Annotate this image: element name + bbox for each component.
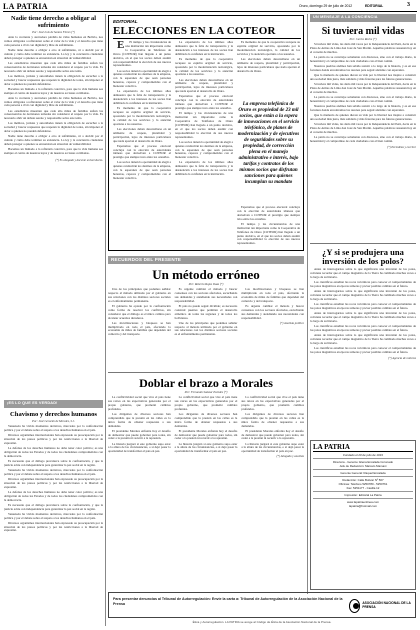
paragraph: Diversos organismos internacionales han expresado su preocupación por la situación de los presos políticos y por las restricciones a la libertad de expresión. [4, 433, 103, 445]
paragraph: Diversos organismos internacionales han expresado su preocupación por la situación de los presos políticos y por las restricciones a la libertad de expresión. [4, 476, 103, 489]
editorial-col-3-bottom [237, 206, 300, 249]
staff-brand: LA PATRIA [313, 443, 413, 452]
paragraph: La historia juzgará si este gobierno supo estar a la altura de las circunstancias, o si dejó pasar la oportunidad de transformar el país en paz. [241, 441, 304, 454]
header-rule [3, 11, 417, 12]
paragraph: Los dirigentes de diversos sectores han comprendido que la presión en las calles es la única forma de obtener respuestas a sus demandas. [174, 411, 238, 428]
paragraph: Uno de los principales que podemos señalar respecto al método utilizado por el gobierno en sus relaciones con los distintos sectores sociales es el enfrentamiento permanente. [108, 287, 171, 303]
article-author: Por: Roberto Rojas Daza (*) [188, 282, 224, 286]
paragraph: El presidente Morales enfrenta hoy el desafío de demostrar que puede gobernar para todos, sin ceder a la presión ni recurrir a la represión. [241, 428, 304, 441]
paragraph: Nuestros pueblos andinos han sabido resistir a lo largo de la historia, y es en esa fortaleza donde encontramos las razones para seguir adelante con esperanza. [310, 103, 416, 112]
paragraph: Hacemos un llamado a la reflexión colectiva, para que la vida humana sea siempre el centro de nuestras leyes y de nuestras acciones cotidianas. [4, 86, 103, 95]
paragraph: La patria no se construye solamente con discursos, sino con el trabajo diario, la honestidad y el compromiso de cada ciudadano con el bien común. [310, 134, 416, 143]
paragraph: Esperamos que el proceso electoral concluya con la elección de autoridades idóneas que devuelvan a COTEOR el prestigio que siempre tuvo entre los orureños. [175, 94, 233, 111]
staff-line: Impresión: Editorial La Patria [344, 493, 382, 497]
paragraph: Si tuviera mil vidas, las daría mil veces por la Independencia del Perú, decía en la Plaza de Armas de Lima don José de San Martín. Aquellas palabras resuenan hoy en el corazón de muchos. [310, 121, 416, 134]
paragraph: La experiencia de los últimos años demuestra que la falta de transparencia y la desatención a los intereses de los socios han debilitado la confianza en la institución. [175, 41, 233, 56]
paragraph: Antes de interrogarnos sobre lo que significaría una inversión de los polos, conviene recordar que el campo magnético de la Tierra ha cambiado muchas veces a lo largo de su historia. [310, 310, 416, 323]
editorial-col-2 [175, 41, 233, 249]
paragraph: Las elecciones deben desarrollarse en un ambiente de respeto, pluralidad y participación, lejos de intereses particulares que nada aportan al desarrollo de Oruro. [175, 77, 233, 94]
paragraph: La experiencia de los últimos años demuestra que la falta de transparencia y la desatención a los intereses de los socios han debilitado la confianza en la institución. [175, 160, 233, 177]
paragraph: Las movilizaciones y bloqueos se han multiplicado en todo el país, afectando la economía de miles de familias que dependen del comercio y del transporte. [241, 287, 304, 303]
page-number: 3 [407, 2, 410, 8]
paragraph: Los socios tienen la oportunidad de elegir a quienes conducirán los destinos de la empresa, con la esperanza de que sean personas honestas, capaces y comprometidas con el bienestar colectivo. [113, 160, 171, 181]
paragraph: Los dirigentes de diversos sectores han comprendido que la presión en las calles es la única forma de obtener respuestas a sus demandas. [241, 411, 304, 428]
article-author: Por: José Luis de Santos Flores (*) [32, 30, 75, 34]
section-label: RECUERDOS DEL PRESENTE [108, 256, 304, 264]
paragraph: La defensa de los derechos humanos no debe tener color político; es una obligación de todos los Estados y de todos los ciudadanos comprometidos con la democracia. [4, 489, 103, 502]
paragraph: Es necesario que el diálogo prevalezca sobre la confrontación, y que la justicia actúe con independencia para garantizar la paz social en la región. [4, 502, 103, 511]
paragraph: Los médicos, juristas y autoridades tienen la obligación de escuchar a la sociedad y buscar respuestas que respeten la dignidad de todos, sin imponer el dolor a quienes no pueden defenderse. [4, 121, 103, 134]
section-name: EDITORIAL [365, 4, 384, 8]
article-body [310, 268, 416, 354]
editorial-col-3-top [237, 41, 300, 99]
staff-separator [313, 469, 413, 470]
paragraph: Los científicos estudian las rocas volcánicas para conocer el comportamiento de los polos magnéticos en épocas remotas y prever posibles cambios en el futuro. [310, 279, 416, 288]
paragraph: Nadie tiene derecho a obligar a otro al sufrimiento, ni a decidir por él cuándo y cómo debe terminar su existencia. La ley y la conciencia ciudadana deben proteger a quienes se encuentran en situación de vulnerabilidad. [4, 134, 103, 147]
paragraph: Es urgente cambiar el método y buscar consensos con los sectores afectados, escuchando sus demandas y atendiendo sus necesidades con responsabilidad. [241, 303, 304, 320]
paragraph: Antes de interrogarnos sobre lo que significaría una inversión de los polos, conviene recordar que el campo magnético de la Tierra ha cambiado muchas veces a lo largo de su historia. [310, 332, 416, 345]
staff-website[interactable]: www.lapatriaenlinea.com [347, 500, 379, 504]
staff-list [313, 453, 413, 508]
section-label: ¡ES LO QUE ES VERDAD! [4, 400, 103, 408]
paragraph: Los socios tienen la oportunidad de elegir a quienes conducirán los destinos de la empresa, con la esperanza de que sean personas honestas, capaces y comprometidas con el bienestar colectivo. [113, 68, 171, 89]
staff-line: Fax: 5251177 - Casilla 12 [346, 486, 380, 490]
middle-article-2 [108, 375, 304, 583]
paragraph: El tiempo y las circunstancias de una institución tan importante como la Cooperativa de Teléfonos de Oruro (COTEOR) han llegado a un punto decisivo, en el que los socios deben asumir con responsabilidad la elección de sus nuevos representantes. [175, 111, 233, 139]
article-body [108, 396, 304, 582]
staff-line: Redacción: Calle Bolívar Nº 567 [342, 478, 384, 482]
article-body [310, 43, 416, 144]
article-footnote: (*) Es abogado y docente universitario. [55, 158, 103, 163]
brand-logo: LA PATRIA [3, 2, 48, 11]
staff-line: Oficinas: Teléfono 5250780 - 5250761 [338, 482, 388, 486]
article-title: Nadie tiene derecho a obligar al sufrimiento [11, 15, 96, 29]
paragraph: Los socios tienen la oportunidad de elegir a quienes conducirán los destinos de la empresa, con la esperanza de que sean personas honestas, capaces y comprometidas con el bienestar colectivo. [175, 139, 233, 160]
paragraph: Uno de los principales que podemos señalar respecto al método utilizado por el gobierno en sus relaciones con los distintos sectores sociales es el enfrentamiento permanente. [174, 320, 238, 337]
paragraph: Venezuela ha vivido momentos decisivos, marcados por la confrontación política y por el debate sobre el respeto a los derechos humanos en el país. [4, 511, 103, 520]
paragraph: Esperamos que el proceso electoral concluya con la elección de autoridades idóneas que devuelvan a COTEOR el prestigio que siempre tuvo entre los orureños. [113, 143, 171, 160]
paragraph: El país no puede seguir dividido; es necesario construir puentes que permitan el desarrollo armónico de todas las regiones y de todos los bolivianos. [174, 303, 238, 320]
staff-box [310, 440, 416, 590]
paragraph-text: El tiempo y las circunstancias de una institución tan importante como la Cooperativa de Teléfonos de Oruro (COTEOR) han llegado a un punto decisivo, en el que los socios deben asumir con responsabilidad la elección de sus nuevos representantes. [113, 41, 171, 68]
drop-cap: E [117, 41, 125, 51]
paragraph: Que la memoria de quienes dieron su vida por la libertad nos inspire a construir una sociedad más justa, más solidaria y más fraterna para las futuras generaciones. [310, 112, 416, 121]
right-article-1 [310, 24, 416, 240]
paragraph: Nuestros pueblos andinos han sabido resistir a lo largo de la historia, y es en esa fortaleza donde encontramos las razones para seguir adelante con esperanza. [310, 63, 416, 72]
ethics-text: Para presentar denuncias al Tribunal de Autorregulación: Envíe la carta a: Tribunal de Autorregulación de la Asociación Nacional de la Prensa [113, 597, 343, 606]
paragraph: La defensa de los derechos humanos no debe tener color político; es una obligación de todos los Estados y de todos los ciudadanos comprometidos con la democracia. [4, 445, 103, 458]
paragraph: Es urgente cambiar el método y buscar consensos con los sectores afectados, escuchando sus demandas y atendiendo sus necesidades con responsabilidad. [174, 287, 238, 303]
prensa-logo-icon [349, 599, 360, 613]
paragraph: La historia juzgará si este gobierno supo estar a la altura de las circunstancias, o si dejó pasar la oportunidad de transformar el país en paz. [108, 441, 171, 454]
prensa-logo-text: ASOCIACIÓN NACIONAL DE LA PRENSA [362, 600, 411, 609]
article-author: Por: José Gerardo de Morales, S.J. [32, 419, 75, 423]
paragraph: La conflictividad social que vive el país tiene sus raíces en las expectativas generadas por el propio gobierno, que prometió cambios profundos. [174, 395, 238, 411]
article-divider [310, 243, 416, 244]
paragraph: Los dirigentes de diversos sectores han comprendido que la presión en las calles es la única forma de obtener respuestas a sus demandas. [108, 411, 171, 428]
paragraph: El gobierno ha optado por la confrontación como forma de resolver los conflictos, sin considerar que el diálogo es el único camino para alcanzar acuerdos duraderos. [108, 303, 171, 320]
paragraph: Los científicos estudian las rocas volcánicas para conocer el comportamiento de los polos magnéticos en épocas remotas y prever posibles cambios en el futuro. [310, 345, 416, 354]
article-body [108, 288, 304, 366]
paragraph: Es momento de que la cooperativa recupere su espíritu original de servicio, apostando por la modernización tecnológica, la calidad de los servicios y la atención oportuna a los usuarios. [237, 41, 300, 56]
paragraph: Las estadísticas muestran que cada año miles de familias sufren las consecuencias de decisiones tomadas sin considerar el respeto por la vida. Es necesario abrir un debate sereno y responsable sobre este tema. [4, 108, 103, 121]
paragraph: Esperamos que el proceso electoral concluya con la elección de autoridades idóneas que devuelvan a COTEOR el prestigio que siempre tuvo entre los orureños. [237, 206, 300, 221]
paragraph: Ante la creciente y aterradora pérdida de vidas humanas en Bolivia, nos vemos obligados a reflexionar sobre el valor de la vida y el derecho que tiene cada persona a vivir con dignidad y libre de sufrimiento. [4, 35, 103, 47]
paragraph: Las movilizaciones y bloqueos se han multiplicado en todo el país, afectando la economía de miles de familias que dependen del comercio y del transporte. [108, 320, 171, 337]
paragraph: La conflictividad social que vive el país tiene sus raíces en las expectativas generadas por el propio gobierno, que prometió cambios profundos. [108, 395, 171, 411]
article-footnote: (*) Abogado y analista [276, 454, 304, 459]
article-footnote: (*) Agencia de noticias [388, 355, 416, 360]
paragraph: Antes de interrogarnos sobre lo que significaría una inversión de los polos, conviene recordar que el campo magnético de la Tierra ha cambiado muchas veces a lo largo de su historia. [310, 267, 416, 279]
editorial-box [108, 15, 304, 251]
right-article-2 [310, 246, 416, 436]
paragraph: Si tuviera mil vidas, las daría mil veces por la Independencia del Perú, decía en la Plaza de Armas de Lima don José de San Martín. Aquellas palabras resuenan hoy en el corazón de muchos. [310, 42, 416, 54]
paragraph: La conflictividad social que vive el país tiene sus raíces en las expectativas generadas por el propio gobierno, que prometió cambios profundos. [241, 395, 304, 411]
paragraph: Hacemos un llamado a la reflexión colectiva, para que la vida humana sea siempre el centro de nuestras leyes y de nuestras acciones cotidianas. [4, 147, 103, 156]
staff-separator [313, 498, 413, 499]
paragraph: La historia juzgará si este gobierno supo estar a la altura de las circunstancias, o si dejó pasar la oportunidad de transformar el país en paz. [174, 441, 238, 454]
column-divider [307, 14, 308, 594]
staff-line: Gerente General: Raquel Encalada [340, 471, 386, 475]
paragraph: Nadie tiene derecho a obligar a otro al sufrimiento, ni a decidir por él cuándo y cómo debe terminar su existencia. La ley y la conciencia ciudadana deben proteger a quienes se encuentran en situación de vulnerabilidad. [4, 47, 103, 60]
left-article-2 [4, 410, 103, 625]
ethics-banner [108, 592, 416, 618]
article-footnote: (*) Periodista y escritor [387, 144, 416, 149]
paragraph: Los científicos estudian las rocas volcánicas para conocer el comportamiento de los polos magnéticos en épocas remotas y prever posibles cambios en el futuro. [310, 301, 416, 310]
staff-line: Jefe de Redacción: Marcelo Mamani [339, 464, 387, 468]
prensa-logo [349, 596, 411, 615]
article-title: Chavismo y derechos humanos [10, 411, 97, 418]
paragraph: La patria no se construye solamente con discursos, sino con el trabajo diario, la honestidad y el compromiso de cada ciudadano con el bien común. [310, 54, 416, 63]
editorial-title-rule [113, 38, 301, 39]
paragraph: Los médicos, juristas y autoridades tienen la obligación de escuchar a la sociedad y buscar respuestas que respeten la dignidad de todos, sin imponer el dolor a quienes no pueden defenderse. [4, 73, 103, 86]
paragraph: Los científicos estudian las rocas volcánicas para conocer el comportamiento de los polos magnéticos en épocas remotas y prever posibles cambios en el futuro. [310, 323, 416, 332]
paragraph: Diversos organismos internacionales han expresado su preocupación por la situación de los presos políticos y por las restricciones a la libertad de expresión. [4, 520, 103, 533]
article-title: Doblar el brazo a Morales [139, 376, 273, 390]
article-author: Por: Fernando Salazar Paredes (*) [184, 390, 228, 394]
paragraph [113, 41, 171, 68]
paragraph: Venezuela ha vivido momentos decisivos, marcados por la confrontación política y por el debate sobre el respeto a los derechos humanos en el país. [4, 424, 103, 432]
paragraph: El tiempo y las circunstancias de una institución tan importante como la Cooperativa de Teléfonos de Oruro (COTEOR) han llegado a un punto decisivo, en el que los socios deben asumir con responsabilidad la elección de sus nuevos representantes. [237, 221, 300, 246]
paragraph: Antes de interrogarnos sobre lo que significaría una inversión de los polos, conviene recordar que el campo magnético de la Tierra ha cambiado muchas veces a lo largo de su historia. [310, 288, 416, 301]
paragraph: Ante la creciente y aterradora pérdida de vidas humanas en Bolivia, nos vemos obligados a reflexionar sobre el valor de la vida y el derecho que tiene cada persona a vivir con dignidad y libre de sufrimiento. [4, 95, 103, 108]
editorial-label: EDITORIAL [113, 19, 138, 24]
article-body [4, 36, 103, 156]
staff-separator [313, 458, 413, 459]
staff-separator [313, 476, 413, 477]
article-body [4, 425, 103, 533]
article-divider [108, 372, 304, 373]
paragraph: Es momento de que la cooperativa recupere su espíritu original de servicio, apostando por la modernización tecnológica, la calidad de los servicios y la atención oportuna a los usuarios. [175, 56, 233, 77]
staff-email[interactable]: lapatria@hotmail.com [349, 504, 377, 508]
paragraph: La patria no se construye solamente con discursos, sino con el trabajo diario, la honestidad y el compromiso de cada ciudadano con el bien común. [310, 94, 416, 103]
paragraph: Venezuela ha vivido momentos decisivos, marcados por la confrontación política y por el debate sobre el respeto a los derechos humanos en el país. [4, 467, 103, 476]
paragraph: El presidente Morales enfrenta hoy el desafío de demostrar que puede gobernar para todos, sin ceder a la presión ni recurrir a la represión. [174, 428, 238, 441]
footer-note: Ética y Autorregulación. LA PATRIA se acoge al Código de Ética de la Asociación Nacional de la Prensa. [192, 620, 332, 624]
paragraph: Es necesario que el diálogo prevalezca sobre la confrontación, y que la justicia actúe con independencia para garantizar la paz social en la región. [4, 458, 103, 467]
staff-tagline: Fundado el 20 de julio de 1919 [343, 453, 383, 457]
article-title: Un método erróneo [152, 267, 260, 282]
editorial-col-1 [113, 41, 171, 249]
column-divider [105, 14, 106, 626]
paragraph: La experiencia de los últimos años demuestra que la falta de transparencia y la desatención a los intereses de los socios han debilitado la confianza en la institución. [113, 89, 171, 105]
dateline: Oruro, domingo 29 de julio de 2012 [299, 4, 353, 8]
article-title: ¿Y si se produjera una inversión de los polos? [322, 247, 404, 266]
middle-article-1 [108, 266, 304, 370]
editorial-title: ELECCIONES EN LA COTEOR [113, 25, 276, 37]
article-author: Por: Carlos Roche (*) [349, 37, 377, 41]
paragraph: Es momento de que la cooperativa recupere su espíritu original de servicio, apostando por la modernización tecnológica, la calidad de los servicios y la atención oportuna a los usuarios. [113, 106, 171, 126]
staff-line: Directora - Gerente: Elena Encalada Coronado [332, 460, 394, 464]
paragraph: Las elecciones deben desarrollarse en un ambiente de respeto, pluralidad y participación, lejos de intereses particulares que nada aportan al desarrollo de Oruro. [237, 56, 300, 73]
paragraph: Que la memoria de quienes dieron su vida por la libertad nos inspire a construir una sociedad más justa, más solidaria y más fraterna para las futuras generaciones. [310, 72, 416, 81]
article-title: Si tuviera mil vidas [321, 26, 405, 37]
paragraph: El presidente Morales enfrenta hoy el desafío de demostrar que puede gobernar para todos, sin ceder a la presión ni recurrir a la represión. [108, 428, 171, 441]
masthead [3, 2, 417, 11]
article-footnote: (*) Analista político [279, 320, 304, 325]
staff-separator [313, 491, 413, 492]
paragraph: Si tuviera mil vidas, las daría mil veces por la Independencia del Perú, decía en la Plaza de Armas de Lima don José de San Martín. Aquellas palabras resuenan hoy en el corazón de muchos. [310, 81, 416, 94]
editorial-pull-quote: La empresa telefónica de Oruro es propiedad de 23 mil socios, que están a la espera de innovaciones en el servicio telefónico, de planes de modernización y de ejecutivos de seguridades sobre su propiedad, de corrección plena en el manejo administrativo e interés, bajo tarifas y contratos de los mismos socios que disfrutan sanciones para quienes incumplan su mandato [237, 102, 300, 185]
section-label: UN MENSAJE A LA CONCIENCIA [310, 14, 416, 22]
paragraph: Las elecciones deben desarrollarse en un ambiente de respeto, pluralidad y participación, lejos de intereses particulares que nada aportan al desarrollo de Oruro. [113, 126, 171, 143]
paragraph: Las estadísticas muestran que cada año miles de familias sufren las consecuencias de decisiones tomadas sin considerar el respeto por la vida. Es necesario abrir un debate sereno y responsable sobre este tema. [4, 60, 103, 73]
